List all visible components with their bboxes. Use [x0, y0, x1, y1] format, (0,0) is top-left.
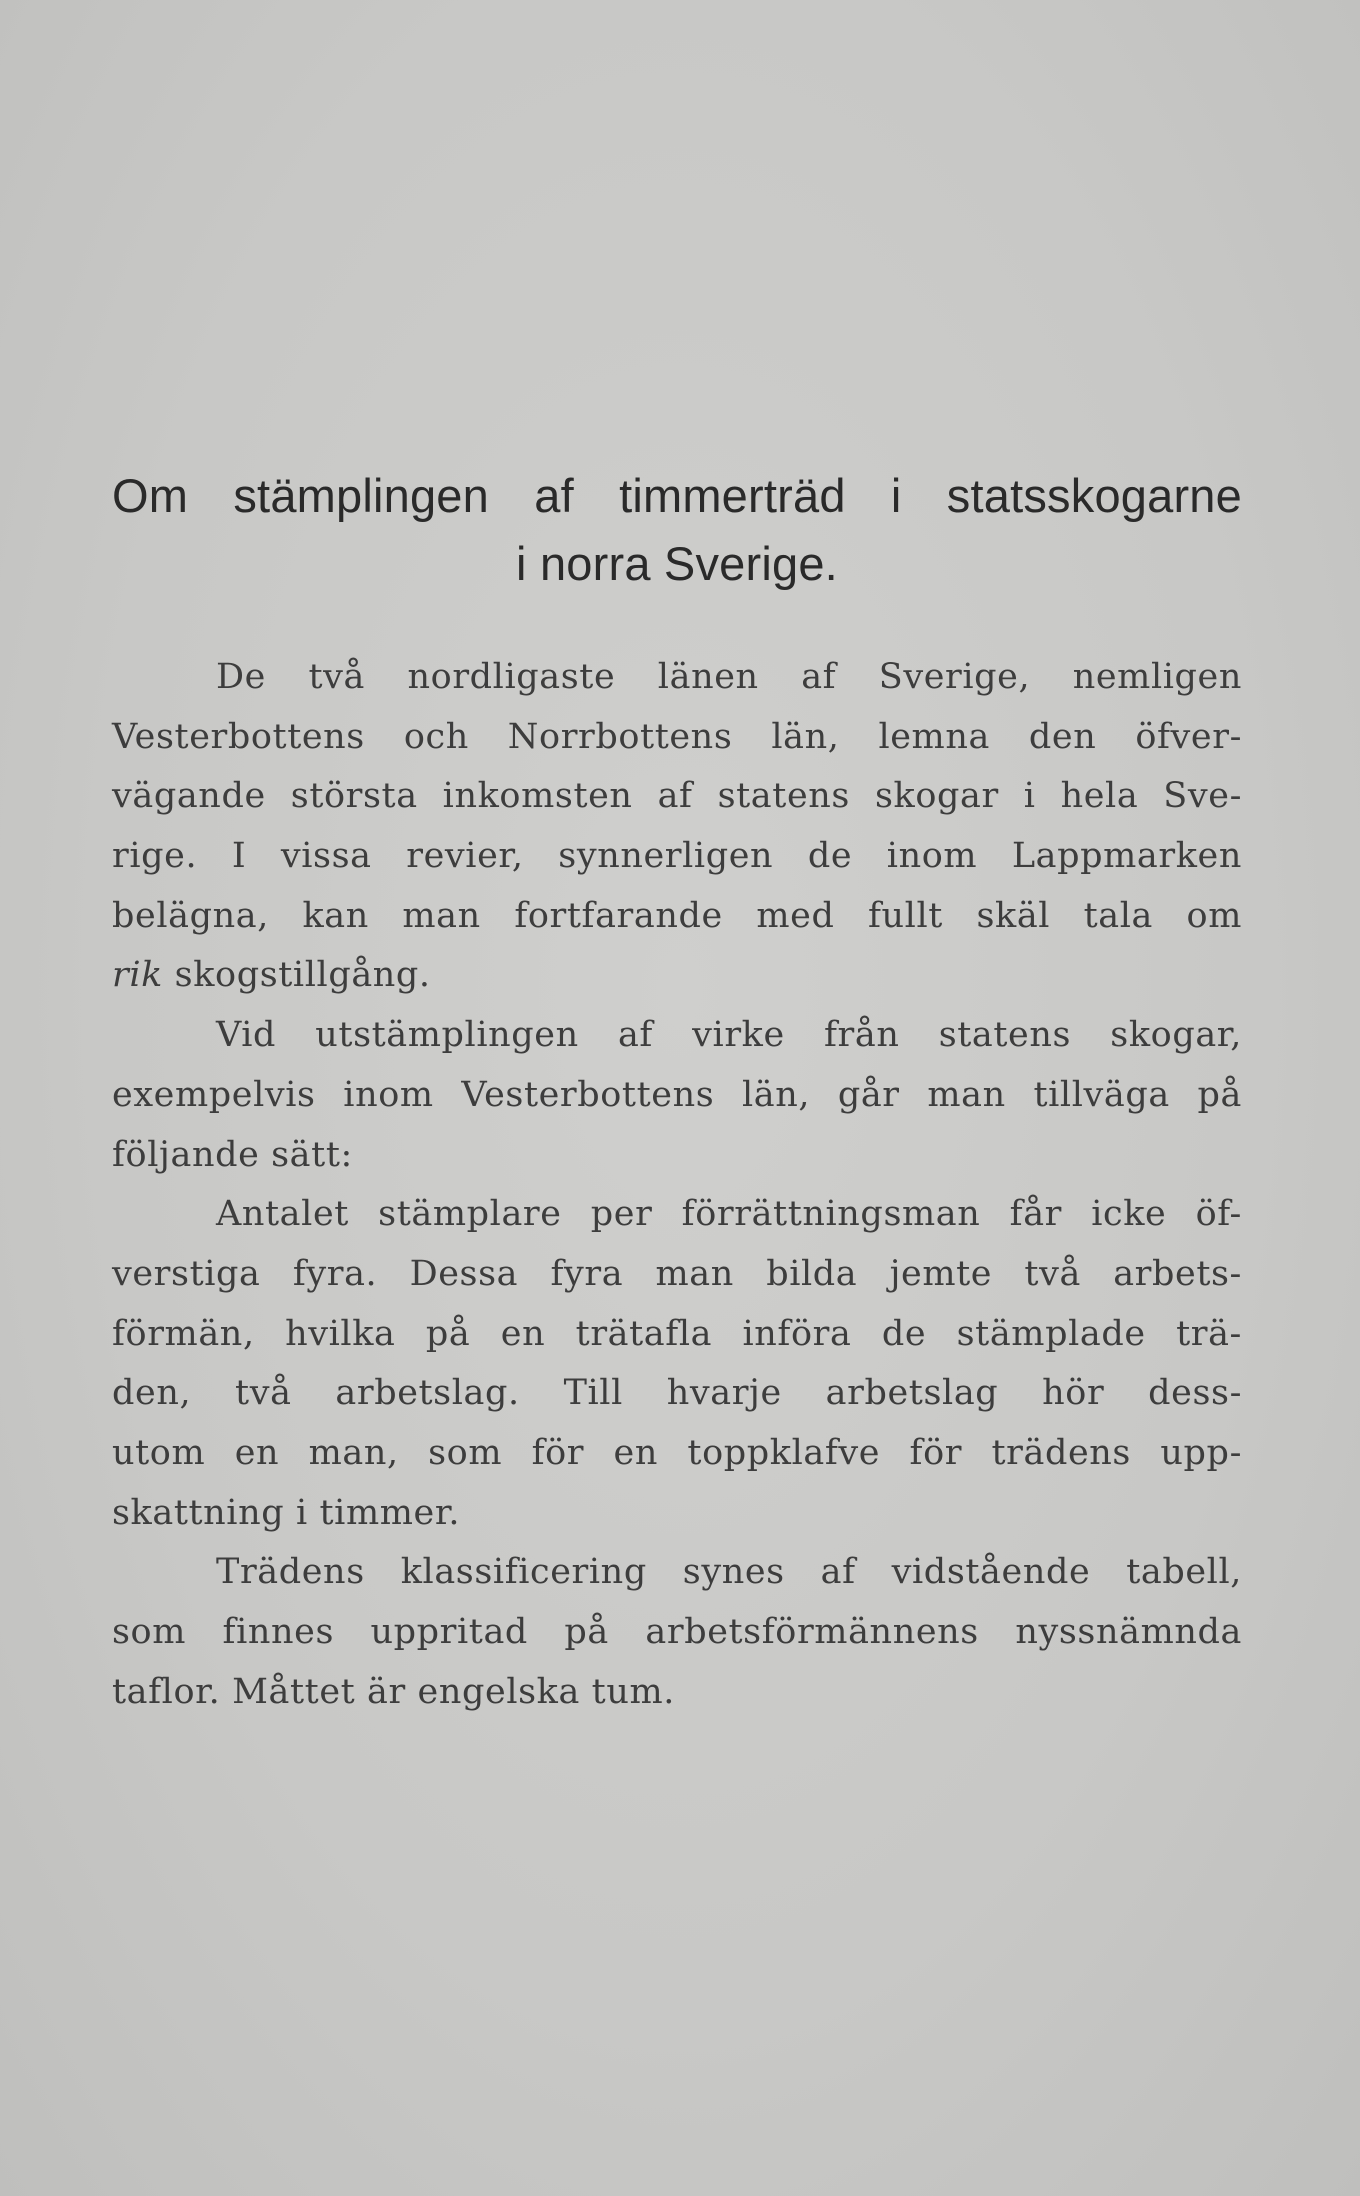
title-line-2: i norra Sverige. — [516, 537, 838, 590]
paragraph-3 — [112, 1185, 1242, 1543]
text-line: Vesterbottens och Norrbottens län, lemna den öfver- — [112, 716, 1242, 757]
text-line: taflor. Måttet är engelska tum. — [112, 1671, 675, 1712]
text-line: verstiga fyra. Dessa fyra man bilda jemte två arbets- — [112, 1253, 1242, 1294]
paragraph-4 — [112, 1543, 1242, 1722]
title-line-1: Om stämplingen af timmerträd i statsskogarne — [112, 469, 1242, 522]
paragraph-1 — [112, 648, 1242, 1006]
text-line: utom en man, som för en toppklafve för trädens upp- — [112, 1432, 1242, 1473]
text-line: belägna, kan man fortfarande med fullt skäl tala om — [112, 895, 1242, 936]
body-text — [112, 648, 1242, 1722]
paragraph-2 — [112, 1006, 1242, 1185]
text-line: skattning i timmer. — [112, 1492, 461, 1533]
text-line: Vid utstämplingen af virke från statens skogar, — [216, 1015, 1242, 1056]
text-line: följande sätt: — [112, 1134, 353, 1175]
text-line — [112, 946, 1242, 1006]
text-line: rige. I vissa revier, synnerligen de inom Lappmarken — [112, 836, 1242, 877]
text-line: Antalet stämplare per förrättningsman får icke öf- — [216, 1194, 1242, 1235]
text-line: De två nordligaste länen af Sverige, nemligen — [216, 657, 1242, 697]
italic-word: rik — [112, 955, 163, 996]
text-line: den, två arbetslag. Till hvarje arbetslag hör dess- — [112, 1373, 1242, 1414]
page-title — [112, 462, 1242, 598]
text-line: Trädens klassificering synes af vidstående tabell, — [216, 1552, 1242, 1593]
text-line: förmän, hvilka på en trätafla införa de stämplade trä- — [112, 1313, 1242, 1354]
text-line: som finnes uppritad på arbetsförmännens nyssnämnda — [112, 1612, 1242, 1652]
text-line: vägande största inkomsten af statens skogar i hela Sve- — [112, 776, 1242, 817]
text-fragment: skogstillgång. — [162, 955, 431, 996]
text-line: exempelvis inom Vesterbottens län, går man tillväga på — [112, 1074, 1242, 1115]
